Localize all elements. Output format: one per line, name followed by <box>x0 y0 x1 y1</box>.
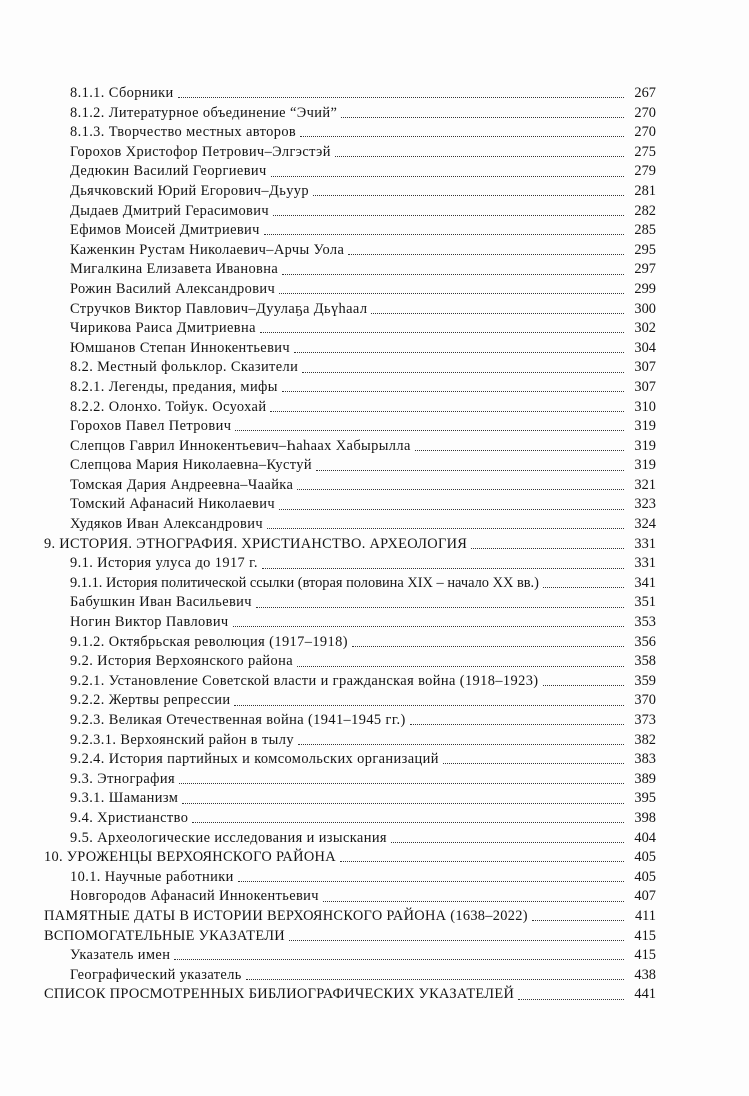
dot-leader <box>260 332 624 333</box>
toc-entry[interactable] <box>44 437 656 457</box>
toc-entry-title: Томская Дария Андреевна–Чаайка <box>70 476 294 493</box>
toc-entry-title: Указатель имен <box>70 947 171 964</box>
toc-entry[interactable] <box>44 927 656 947</box>
dot-leader <box>298 744 624 745</box>
dot-leader <box>316 470 624 471</box>
toc-entry-title: 9.1.2. Октябрьская революция (1917–1918) <box>70 633 348 650</box>
toc-entry-page-number: 285 <box>634 222 656 239</box>
dot-leader <box>471 548 624 549</box>
toc-entry-title: Томский Афанасий Николаевич <box>70 496 275 513</box>
toc-entry-page-number: 382 <box>634 731 656 748</box>
toc-entry[interactable] <box>44 848 656 868</box>
toc-entry[interactable] <box>44 398 656 418</box>
toc-entry[interactable] <box>44 202 656 222</box>
dot-leader <box>233 626 624 627</box>
toc-entry-page-number: 411 <box>634 907 656 924</box>
toc-entry-title: 9.2.1. Установление Советской власти и гражданская война (1918–1923) <box>70 672 539 689</box>
toc-entry[interactable] <box>44 613 656 633</box>
dot-leader <box>279 293 624 294</box>
toc-entry-title: СПИСОК ПРОСМОТРЕННЫХ БИБЛИОГРАФИЧЕСКИХ УКАЗАТЕЛЕЙ <box>44 986 515 1003</box>
dot-leader <box>297 666 624 667</box>
toc-entry-page-number: 295 <box>634 241 656 258</box>
toc-entry-title: Худяков Иван Александрович <box>70 516 263 533</box>
dot-leader <box>443 763 624 764</box>
toc-entry-title: Юмшанов Степан Иннокентьевич <box>70 339 291 356</box>
toc-entry[interactable] <box>44 750 656 770</box>
toc-entry-title: 9.2.3.1. Верхоянский район в тылу <box>70 731 294 748</box>
toc-entry-title: Ногин Виктор Павлович <box>70 614 229 631</box>
dot-leader <box>300 136 624 137</box>
dot-leader <box>302 372 624 373</box>
dot-leader <box>174 959 624 960</box>
dot-leader <box>415 450 624 451</box>
toc-entry[interactable] <box>44 946 656 966</box>
toc-entry-title: 9.2.4. История партийных и комсомольских организаций <box>70 751 439 768</box>
toc-entry[interactable] <box>44 633 656 653</box>
toc-entry[interactable] <box>44 691 656 711</box>
toc-entry-page-number: 282 <box>634 202 656 219</box>
dot-leader <box>371 313 624 314</box>
toc-entry[interactable] <box>44 339 656 359</box>
dot-leader <box>182 803 624 804</box>
toc-entry[interactable] <box>44 672 656 692</box>
toc-entry-title: 9.2. История Верхоянского района <box>70 653 293 670</box>
toc-entry-title: Рожин Василий Александрович <box>70 280 276 297</box>
toc-entry-title: 9.2.3. Великая Отечественная война (1941–1945 гг.) <box>70 712 406 728</box>
dot-leader <box>348 254 624 255</box>
toc-entry-page-number: 319 <box>634 418 656 435</box>
toc-entry-page-number: 407 <box>634 888 656 905</box>
toc-entry-page-number: 383 <box>634 751 656 768</box>
dot-leader <box>279 509 624 510</box>
toc-entry[interactable] <box>44 241 656 261</box>
toc-entry[interactable] <box>44 809 656 829</box>
toc-entry-page-number: 331 <box>634 535 656 552</box>
toc-entry-title: Слепцов Гаврил Иннокентьевич–Һаһаах Хабырылла <box>70 437 411 454</box>
toc-entry[interactable] <box>44 789 656 809</box>
toc-entry-page-number: 270 <box>634 124 656 141</box>
toc-entry-title: 10. УРОЖЕНЦЫ ВЕРХОЯНСКОГО РАЙОНА <box>44 849 336 866</box>
toc-entry-page-number: 405 <box>634 849 656 866</box>
toc-entry-title: Слепцова Мария Николаевна–Кустуй <box>70 457 312 474</box>
dot-leader <box>273 215 624 216</box>
toc-entry[interactable] <box>44 770 656 790</box>
dot-leader <box>282 391 624 392</box>
toc-entry-title: 8.1.2. Литературное объединение “Эчий” <box>70 104 338 121</box>
toc-entry[interactable] <box>44 495 656 515</box>
toc-entry-title: Дьячковский Юрий Егорович–Дьуур <box>70 182 309 199</box>
toc-entry[interactable] <box>44 182 656 202</box>
toc-entry-title: 8.1.1. Сборники <box>70 85 174 101</box>
dot-leader <box>297 489 624 490</box>
toc-entry-title: 9.1.1. История политической ссылки (вторая половина XIX – начало XX вв.) <box>70 574 539 591</box>
toc-entry-page-number: 370 <box>634 692 656 709</box>
toc-entry-title: 9.5. Археологические исследования и изыскания <box>70 829 387 846</box>
toc-entry-page-number: 267 <box>634 85 656 101</box>
dot-leader <box>543 587 624 588</box>
toc-entry-page-number: 356 <box>634 633 656 650</box>
toc-entry-title: Дыдаев Дмитрий Герасимович <box>70 202 269 219</box>
dot-leader <box>235 430 624 431</box>
dot-leader <box>518 999 624 1000</box>
table-of-contents <box>44 84 656 1005</box>
toc-entry-page-number: 324 <box>634 516 656 533</box>
toc-entry-title: 8.2. Местный фольклор. Сказители <box>70 359 299 376</box>
toc-entry[interactable] <box>44 554 656 574</box>
toc-entry-page-number: 353 <box>634 614 656 631</box>
toc-entry-title: 9.1. История улуса до 1917 г. <box>70 555 258 572</box>
dot-leader <box>238 881 624 882</box>
dot-leader <box>410 724 624 725</box>
toc-entry-page-number: 304 <box>634 339 656 356</box>
toc-entry[interactable] <box>44 535 656 555</box>
toc-entry[interactable] <box>44 260 656 280</box>
toc-entry-page-number: 321 <box>634 476 656 493</box>
dot-leader <box>313 195 624 196</box>
toc-entry-title: Дедюкин Василий Георгиевич <box>70 163 267 180</box>
toc-entry-page-number: 415 <box>634 947 656 964</box>
toc-entry[interactable] <box>44 378 656 398</box>
toc-entry-title: 8.2.2. Олонхо. Тойук. Осуохай <box>70 398 267 415</box>
toc-entry-title: 9.2.2. Жертвы репрессии <box>70 692 231 709</box>
dot-leader <box>246 979 624 980</box>
dot-leader <box>294 352 624 353</box>
toc-entry-title: Чирикова Раиса Дмитриевна <box>70 320 256 337</box>
toc-entry-title: ПАМЯТНЫЕ ДАТЫ В ИСТОРИИ ВЕРХОЯНСКОГО РАЙОНА (1638–2022) <box>44 907 528 924</box>
toc-entry-page-number: 279 <box>634 163 656 180</box>
dot-leader <box>282 274 624 275</box>
toc-entry-title: ВСПОМОГАТЕЛЬНЫЕ УКАЗАТЕЛИ <box>44 927 285 944</box>
toc-entry-page-number: 359 <box>634 672 656 689</box>
toc-entry-title: Бабушкин Иван Васильевич <box>70 594 252 611</box>
toc-entry-page-number: 405 <box>634 868 656 885</box>
toc-entry[interactable] <box>44 476 656 496</box>
toc-entry[interactable] <box>44 84 656 104</box>
toc-entry-title: Мигалкина Елизавета Ивановна <box>70 261 279 278</box>
toc-entry-page-number: 351 <box>634 594 656 611</box>
toc-entry[interactable] <box>44 417 656 437</box>
toc-entry[interactable] <box>44 104 656 124</box>
toc-entry[interactable] <box>44 123 656 143</box>
dot-leader <box>543 685 624 686</box>
dot-leader <box>340 861 624 862</box>
toc-entry-title: Горохов Христофор Петрович–Элгэстэй <box>70 143 331 160</box>
toc-entry-page-number: 441 <box>634 986 656 1003</box>
dot-leader <box>179 783 624 784</box>
dot-leader <box>391 842 624 843</box>
toc-entry-page-number: 323 <box>634 496 656 513</box>
toc-entry-page-number: 319 <box>634 457 656 474</box>
toc-entry-page-number: 300 <box>634 300 656 317</box>
toc-entry-title: 9.4. Христианство <box>70 809 189 826</box>
toc-entry-page-number: 438 <box>634 966 656 983</box>
toc-entry-title: Новгородов Афанасий Иннокентьевич <box>70 888 319 905</box>
toc-entry[interactable] <box>44 652 656 672</box>
dot-leader <box>178 97 624 98</box>
dot-leader <box>341 117 624 118</box>
toc-entry-page-number: 281 <box>634 182 656 199</box>
toc-entry-page-number: 415 <box>634 927 656 944</box>
toc-entry-page-number: 358 <box>634 653 656 670</box>
toc-entry-title: Каженкин Рустам Николаевич–Арчы Уола <box>70 241 345 258</box>
toc-entry[interactable] <box>44 966 656 986</box>
toc-entry-page-number: 373 <box>634 712 656 728</box>
toc-entry-page-number: 297 <box>634 261 656 278</box>
toc-entry-title: 9.3. Этнография <box>70 770 175 787</box>
toc-entry[interactable] <box>44 300 656 320</box>
dot-leader <box>256 607 624 608</box>
toc-entry[interactable] <box>44 731 656 751</box>
toc-entry[interactable] <box>44 456 656 476</box>
toc-entry[interactable] <box>44 515 656 535</box>
toc-entry-page-number: 310 <box>634 398 656 415</box>
dot-leader <box>352 646 624 647</box>
toc-entry-title: 9. ИСТОРИЯ. ЭТНОГРАФИЯ. ХРИСТИАНСТВО. АРХЕОЛОГИЯ <box>44 535 468 552</box>
toc-entry-page-number: 389 <box>634 770 656 787</box>
toc-entry-page-number: 398 <box>634 809 656 826</box>
toc-entry[interactable] <box>44 574 656 594</box>
toc-entry-page-number: 395 <box>634 790 656 807</box>
toc-entry[interactable] <box>44 711 656 731</box>
toc-entry[interactable] <box>44 221 656 241</box>
dot-leader <box>264 234 624 235</box>
toc-entry-page-number: 307 <box>634 359 656 376</box>
toc-entry[interactable] <box>44 162 656 182</box>
toc-entry-page-number: 270 <box>634 104 656 121</box>
toc-entry-page-number: 404 <box>634 829 656 846</box>
dot-leader <box>234 705 624 706</box>
toc-entry-page-number: 307 <box>634 378 656 395</box>
toc-entry-page-number: 275 <box>634 143 656 160</box>
toc-entry-page-number: 331 <box>634 555 656 572</box>
toc-entry-title: 8.1.3. Творчество местных авторов <box>70 124 297 141</box>
toc-entry[interactable] <box>44 143 656 163</box>
dot-leader <box>262 568 624 569</box>
dot-leader <box>289 940 624 941</box>
toc-entry[interactable] <box>44 868 656 888</box>
toc-entry[interactable] <box>44 829 656 849</box>
toc-entry-title: Горохов Павел Петрович <box>70 418 232 435</box>
toc-entry-page-number: 302 <box>634 320 656 337</box>
toc-entry[interactable] <box>44 985 656 1005</box>
toc-entry-page-number: 299 <box>634 280 656 297</box>
dot-leader <box>335 156 624 157</box>
dot-leader <box>323 901 624 902</box>
toc-entry[interactable] <box>44 358 656 378</box>
toc-entry-title: 8.2.1. Легенды, предания, мифы <box>70 378 278 395</box>
dot-leader <box>267 528 624 529</box>
toc-entry[interactable] <box>44 593 656 613</box>
dot-leader <box>270 411 624 412</box>
toc-entry[interactable] <box>44 280 656 300</box>
toc-entry-title: Стручков Виктор Павлович–Дуулаҕа Дьүһаал <box>70 300 368 317</box>
toc-entry[interactable] <box>44 907 656 927</box>
toc-entry-title: Географический указатель <box>70 966 242 983</box>
dot-leader <box>532 920 624 921</box>
toc-entry-page-number: 319 <box>634 437 656 454</box>
toc-entry-title: Ефимов Моисей Дмитриевич <box>70 222 260 239</box>
toc-entry[interactable] <box>44 887 656 907</box>
toc-entry-title: 9.3.1. Шаманизм <box>70 790 179 807</box>
toc-entry[interactable] <box>44 319 656 339</box>
toc-entry-title: 10.1. Научные работники <box>70 868 234 885</box>
dot-leader <box>192 822 624 823</box>
toc-entry-page-number: 341 <box>634 574 656 591</box>
dot-leader <box>271 176 624 177</box>
